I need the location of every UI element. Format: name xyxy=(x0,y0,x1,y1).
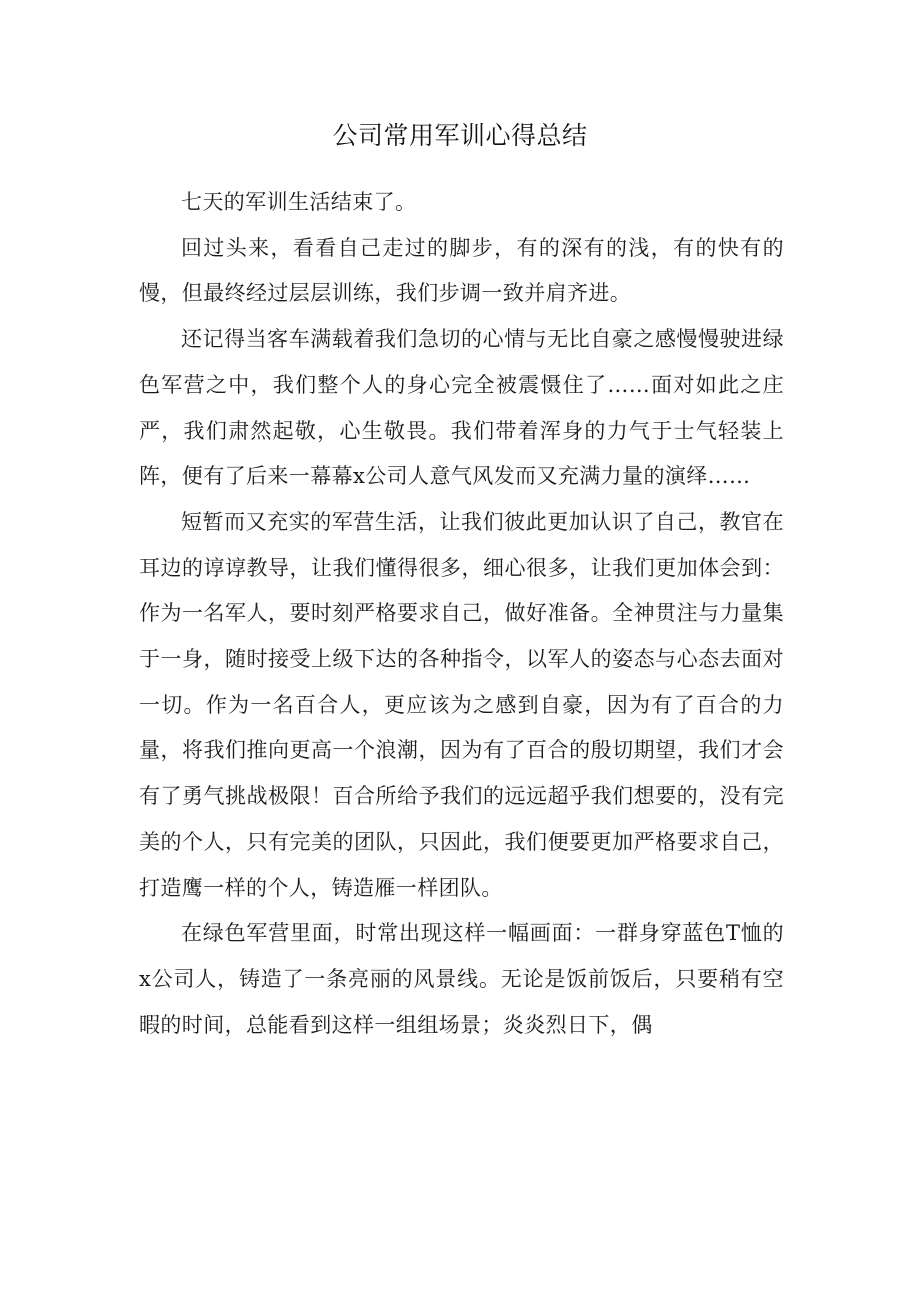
paragraph: 在绿色军营里面，时常出现这样一幅画面：一群身穿蓝色T恤的x公司人，铸造了一条亮丽的风景线。无论是饭前饭后，只要稍有空暇的时间，总能看到这样一组组场景；炎炎烈日下，偶 xyxy=(139,921,784,1037)
document-title: 公司常用军训心得总结 xyxy=(332,121,588,150)
paragraph: 短暂而又充实的军营生活，让我们彼此更加认识了自己，教官在耳边的谆谆教导，让我们懂得很多，细心很多，让我们更加体会到：作为一名军人，要时刻严格要求自己，做好准备。全神贯注与力量集于一身，随时接受上级下达的各种指令，以军人的姿态与心态去面对一切。作为一名百合人，更应该为之感到自豪，因为有了百合的力量，将我们推向更高一个浪潮，因为有了百合的殷切期望，我们才会有了勇气挑战极限！百合所给予我们的远远超乎我们想要的，没有完美的个人，只有完美的团队，只因此，我们便要更加严格要求自己，打造鹰一样的个人，铸造雁一样团队。 xyxy=(139,509,784,900)
paragraph: 还记得当客车满载着我们急切的心情与无比自豪之感慢慢驶进绿色军营之中，我们整个人的身心完全被震慑住了……面对如此之庄严，我们肃然起敬，心生敬畏。我们带着浑身的力气于士气轻装上阵，便有了后来一幕幕x公司人意气风发而又充满力量的演绎…… xyxy=(139,327,784,489)
paragraph: 回过头来，看看自己走过的脚步，有的深有的浅，有的快有的慢，但最终经过层层训练，我们步调一致并肩齐进。 xyxy=(139,235,784,306)
paragraph: 七天的军训生活结束了。 xyxy=(181,190,417,214)
document-body xyxy=(139,180,784,1048)
